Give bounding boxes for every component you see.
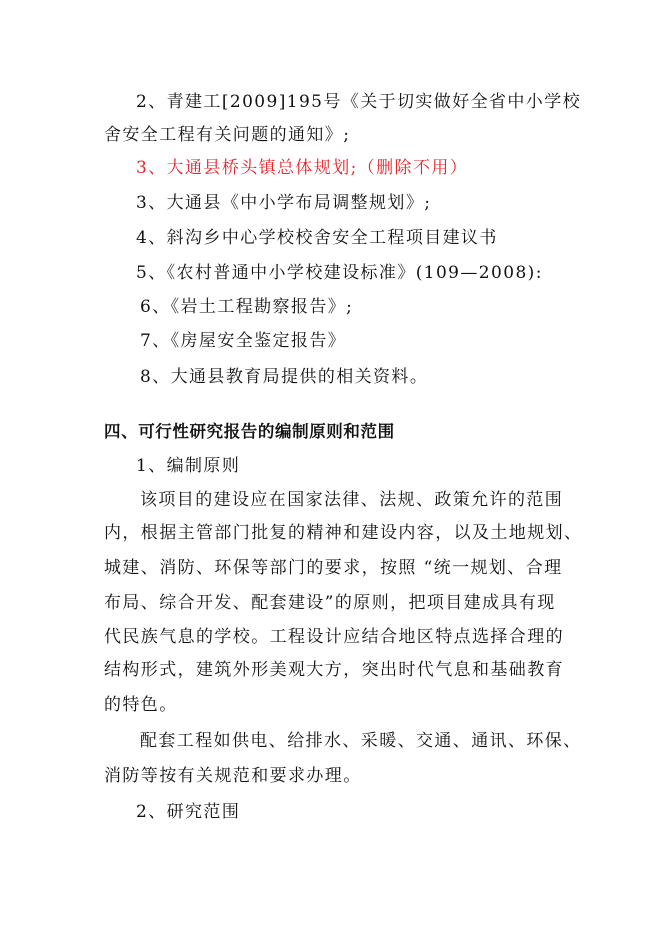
- paragraph-1-line-4: 布局、综合开发、配套建设”的原则，把项目建成具有现: [104, 593, 556, 613]
- paragraph-1-line-7: 的特色。: [104, 695, 178, 715]
- paragraph-1-line-5: 代民族气息的学校。工程设计应结合地区特点选择合理的: [104, 627, 564, 647]
- subsection-1-title: 1、编制原则: [136, 456, 241, 476]
- reference-item-7: 7、《房屋安全鉴定报告》: [140, 331, 347, 351]
- paragraph-1-line-1: 该项目的建设应在国家法律、法规、政策允许的范围: [140, 490, 564, 510]
- subsection-2-title: 2、研究范围: [136, 802, 241, 822]
- reference-item-8: 8、大通县教育局提供的相关资料。: [140, 367, 429, 387]
- section-4-heading: 四、可行性研究报告的编制原则和范围: [104, 422, 395, 441]
- paragraph-1-line-6: 结构形式，建筑外形美观大方，突出时代气息和基础教育: [104, 660, 564, 680]
- paragraph-1-line-2: 内，根据主管部门批复的精神和建设内容，以及土地规划、: [104, 523, 583, 543]
- reference-item-5: 5、《农村普通中小学校建设标准》(109—2008):: [136, 263, 543, 283]
- reference-item-3-deleted: 3、大通县桥头镇总体规划;（删除不用）: [136, 158, 469, 178]
- reference-item-2-line-2: 舍安全工程有关问题的通知》;: [104, 125, 351, 145]
- reference-item-4: 4、斜沟乡中心学校校舍安全工程项目建议书: [136, 228, 498, 248]
- paragraph-2-line-1: 配套工程如供电、给排水、采暖、交通、通讯、环保、: [140, 731, 582, 751]
- reference-item-6: 6、《岩土工程勘察报告》;: [140, 297, 354, 317]
- paragraph-2-line-2: 消防等按有关规范和要求办理。: [104, 766, 362, 786]
- paragraph-1-line-3: 城建、消防、环保等部门的要求，按照 “统一规划、合理: [104, 558, 563, 578]
- reference-item-2-line-1: 2、青建工[2009]195号《关于切实做好全省中小学校: [136, 92, 581, 112]
- reference-item-3: 3、大通县《中小学布局调整规划》;: [136, 193, 432, 213]
